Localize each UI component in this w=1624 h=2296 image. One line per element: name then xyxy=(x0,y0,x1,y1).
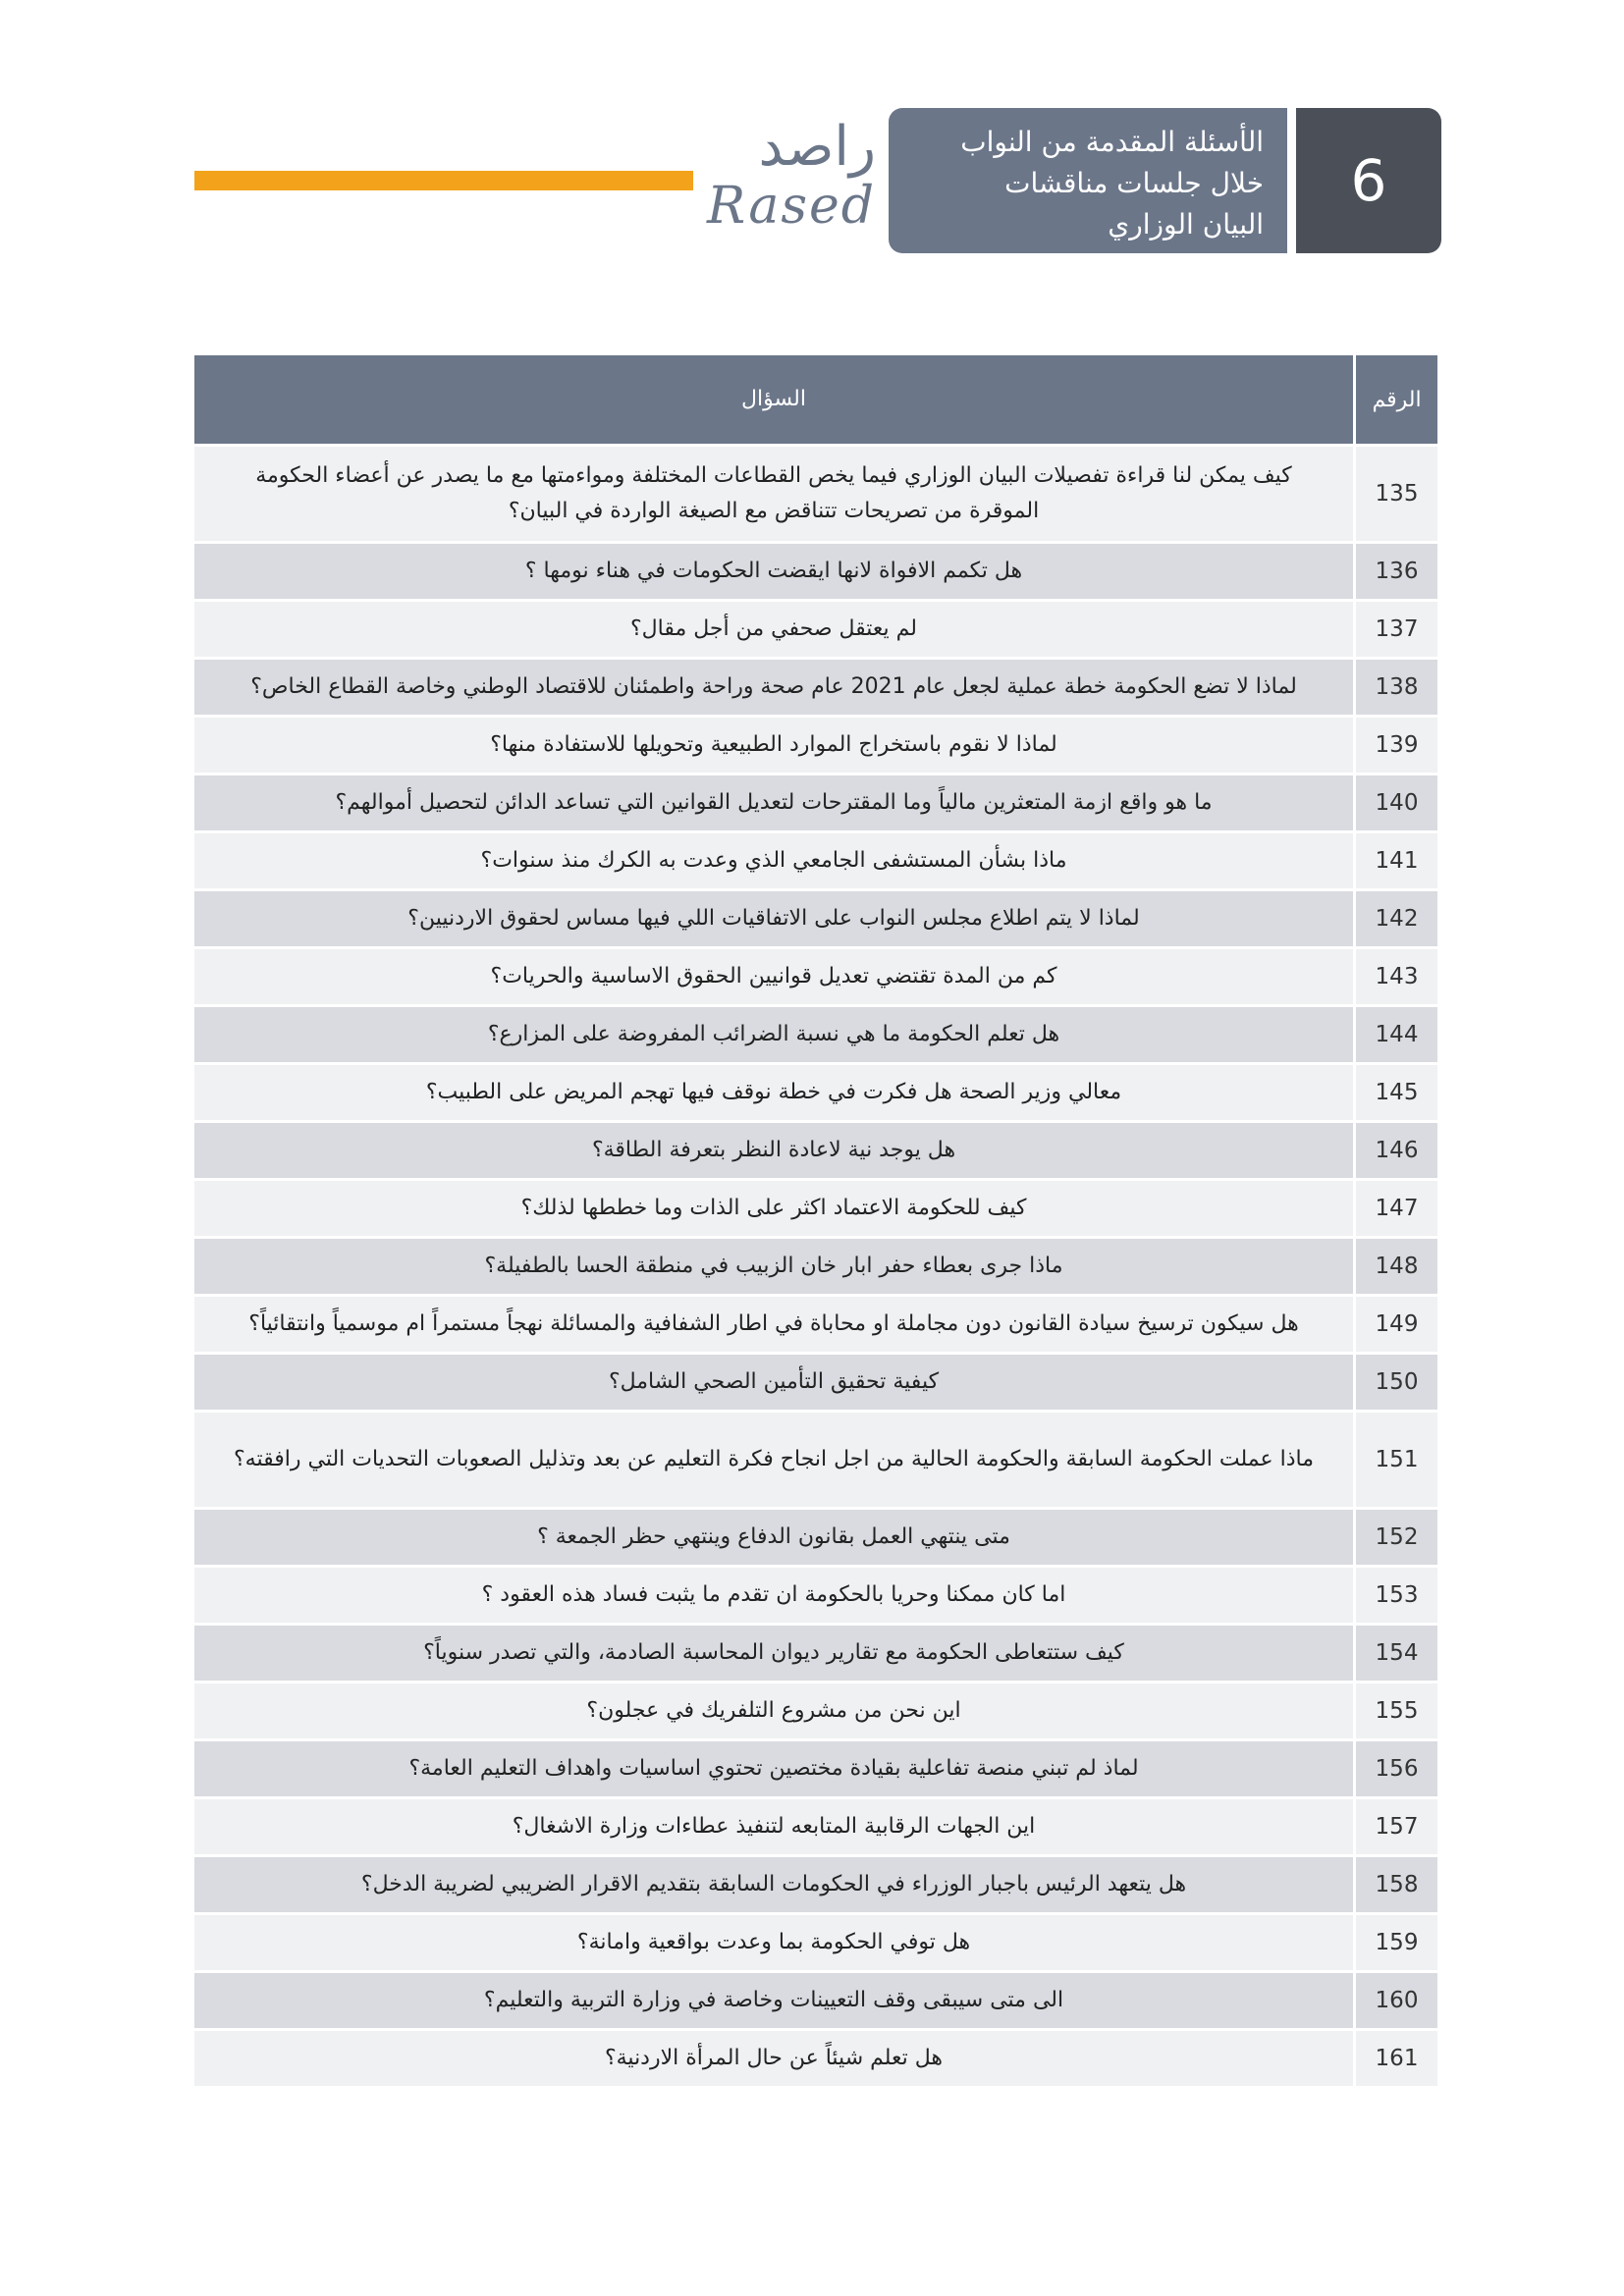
table-row xyxy=(194,1741,1437,1799)
question-number: 148 xyxy=(1353,1239,1437,1294)
question-number: 159 xyxy=(1353,1915,1437,1970)
question-number: 149 xyxy=(1353,1297,1437,1352)
question-text: كيف للحكومة الاعتماد اكثر على الذات وما خططها لذلك؟ xyxy=(520,1196,1027,1220)
question-number: 137 xyxy=(1353,602,1437,657)
section-title-line-2: خلال جلسات مناقشات xyxy=(1004,167,1264,199)
question-number: 156 xyxy=(1353,1741,1437,1796)
question-text: لماذا لا يتم اطلاع مجلس النواب على الاتفاقيات اللي فيها مساس لحقوق الاردنيين؟ xyxy=(407,906,1140,931)
question-text: ماذا بشأن المستشفى الجامعي الذي وعدت به الكرك منذ سنوات؟ xyxy=(480,848,1067,873)
table-row xyxy=(194,718,1437,775)
table-row xyxy=(194,775,1437,833)
question-text: هل توفي الحكومة بما وعدت بواقعية وامانة؟ xyxy=(576,1930,971,1954)
table-row xyxy=(194,544,1437,602)
question-number: 157 xyxy=(1353,1799,1437,1854)
column-header-number: الرقم xyxy=(1353,355,1437,444)
table-row xyxy=(194,1413,1437,1510)
question-number: 150 xyxy=(1353,1355,1437,1410)
question-text: كيف ستتعاطى الحكومة مع تقارير ديوان المحاسبة الصادمة، والتي تصدر سنوياً؟ xyxy=(423,1640,1124,1665)
table-row xyxy=(194,1123,1437,1181)
section-title-line-1: الأسئلة المقدمة من النواب xyxy=(960,126,1264,158)
logo-english-text: Rased xyxy=(707,177,877,236)
question-text: ماذا جرى بعطاء حفر ابار خان الزبيب في منطقة الحسا بالطفيلة؟ xyxy=(484,1254,1063,1278)
table-row xyxy=(194,1181,1437,1239)
column-header-question: السؤال xyxy=(741,387,806,411)
question-text: لماذ لم تبني منصة تفاعلية بقيادة مختصين تحتوي اساسيات واهداف التعليم العامة؟ xyxy=(408,1756,1139,1781)
page-number: 6 xyxy=(1296,108,1441,253)
question-text: لماذا لا نقوم باستخراج الموارد الطبيعية وتحويلها للاستفادة منها؟ xyxy=(490,732,1057,757)
table-row xyxy=(194,1683,1437,1741)
question-number: 154 xyxy=(1353,1626,1437,1681)
table-row xyxy=(194,1857,1437,1915)
question-text: اين الجهات الرقابية المتابعه لتنفيذ عطاءات وزارة الاشغال؟ xyxy=(512,1814,1036,1839)
question-text: هل تعلم شيئاً عن حال المرأة الاردنية؟ xyxy=(604,2046,944,2070)
question-number: 136 xyxy=(1353,544,1437,599)
table-row xyxy=(194,602,1437,660)
table-row xyxy=(194,891,1437,949)
question-text: اما كان ممكنا وحريا بالحكومة ان تقدم ما يثبت فساد هذه العقود ؟ xyxy=(481,1582,1066,1607)
question-number: 139 xyxy=(1353,718,1437,773)
table-row xyxy=(194,1510,1437,1568)
question-number: 141 xyxy=(1353,833,1437,888)
table-row xyxy=(194,833,1437,891)
question-number: 140 xyxy=(1353,775,1437,830)
question-number: 151 xyxy=(1353,1413,1437,1507)
question-number: 152 xyxy=(1353,1510,1437,1565)
question-text: لم يعتقل صحفي من أجل مقال؟ xyxy=(630,616,918,641)
questions-table xyxy=(194,355,1437,2089)
question-text: اين نحن من مشروع التلفريك في عجلون؟ xyxy=(586,1698,961,1723)
question-text: كيفية تحقيق التأمين الصحي الشامل؟ xyxy=(608,1369,940,1394)
question-number: 138 xyxy=(1353,660,1437,715)
table-row xyxy=(194,1973,1437,2031)
question-number: 142 xyxy=(1353,891,1437,946)
question-text: هل سيكون ترسيخ سيادة القانون دون مجاملة او محاباة في اطار الشفافية والمسائلة نهجاً مستمراً ام موسمياً وانتقائياً؟ xyxy=(248,1311,1299,1336)
question-text: ما هو واقع ازمة المتعثرين مالياً وما المقترحات لتعديل القوانين التي تساعد الدائن لتحصيل أموالهم؟ xyxy=(335,790,1213,815)
question-number: 144 xyxy=(1353,1007,1437,1062)
table-row xyxy=(194,1355,1437,1413)
question-number: 135 xyxy=(1353,447,1437,541)
question-number: 146 xyxy=(1353,1123,1437,1178)
table-row xyxy=(194,2031,1437,2089)
question-number: 160 xyxy=(1353,1973,1437,2028)
question-text: لماذا لا تضع الحكومة خطة عملية لجعل عام 2021 عام صحة وراحة واطمئنان للاقتصاد الوطني وخاصة القطاع الخاص؟ xyxy=(250,674,1297,699)
question-number: 147 xyxy=(1353,1181,1437,1236)
question-number: 153 xyxy=(1353,1568,1437,1623)
table-row xyxy=(194,660,1437,718)
question-text: ماذا عملت الحكومة السابقة والحكومة الحالية من اجل انجاح فكرة التعليم عن بعد وتذليل الصعوبات التحديات التي رافقته؟ xyxy=(234,1447,1314,1471)
table-row xyxy=(194,1239,1437,1297)
question-text: معالي وزير الصحة هل فكرت في خطة نوقف فيها تهجم المريض على الطبيب؟ xyxy=(425,1080,1122,1104)
table-row xyxy=(194,1626,1437,1683)
question-text: هل يتعهد الرئيس باجبار الوزراء في الحكومات السابقة بتقديم الاقرار الضريبي لضريبة الدخل؟ xyxy=(360,1872,1187,1896)
question-number: 155 xyxy=(1353,1683,1437,1738)
table-row xyxy=(194,949,1437,1007)
question-text: هل يوجد نية لاعادة النظر بتعرفة الطاقة؟ xyxy=(591,1138,956,1162)
question-number: 143 xyxy=(1353,949,1437,1004)
table-row xyxy=(194,1065,1437,1123)
table-row xyxy=(194,1297,1437,1355)
section-title-line-3: البيان الوزاري xyxy=(1108,208,1264,240)
question-text: كم من المدة تقتضي تعديل قوانيين الحقوق الاساسية والحريات؟ xyxy=(490,964,1057,988)
question-text: هل تعلم الحكومة ما هي نسبة الضرائب المفروضة على المزارع؟ xyxy=(487,1022,1060,1046)
table-header-row xyxy=(194,355,1437,447)
question-number: 158 xyxy=(1353,1857,1437,1912)
table-row xyxy=(194,1007,1437,1065)
question-number: 145 xyxy=(1353,1065,1437,1120)
table-row xyxy=(194,1915,1437,1973)
table-row xyxy=(194,1568,1437,1626)
question-text: الى متى سيبقى وقف التعيينات وخاصة في وزارة التربية والتعليم؟ xyxy=(483,1988,1064,2012)
rased-logo xyxy=(707,116,876,243)
question-text: كيف يمكن لنا قراءة تفصيلات البيان الوزاري فيما يخص القطاعات المختلفة ومواءمتها مع ما يصدر عن أعضاء الحكومة الموقرة من تصريحات تتناقض مع الصيغة الواردة في البيان؟ xyxy=(255,463,1292,523)
question-text: متى ينتهي العمل بقانون الدفاع وينتهي حظر الجمعة ؟ xyxy=(537,1524,1010,1549)
logo-arabic-text: راصد xyxy=(758,115,876,179)
section-title xyxy=(889,108,1287,253)
question-number: 161 xyxy=(1353,2031,1437,2086)
table-row xyxy=(194,447,1437,544)
table-row xyxy=(194,1799,1437,1857)
question-text: هل تكمم الافواة لانها ايقضت الحكومات في هناء نومها ؟ xyxy=(524,559,1023,583)
accent-bar xyxy=(194,171,693,190)
